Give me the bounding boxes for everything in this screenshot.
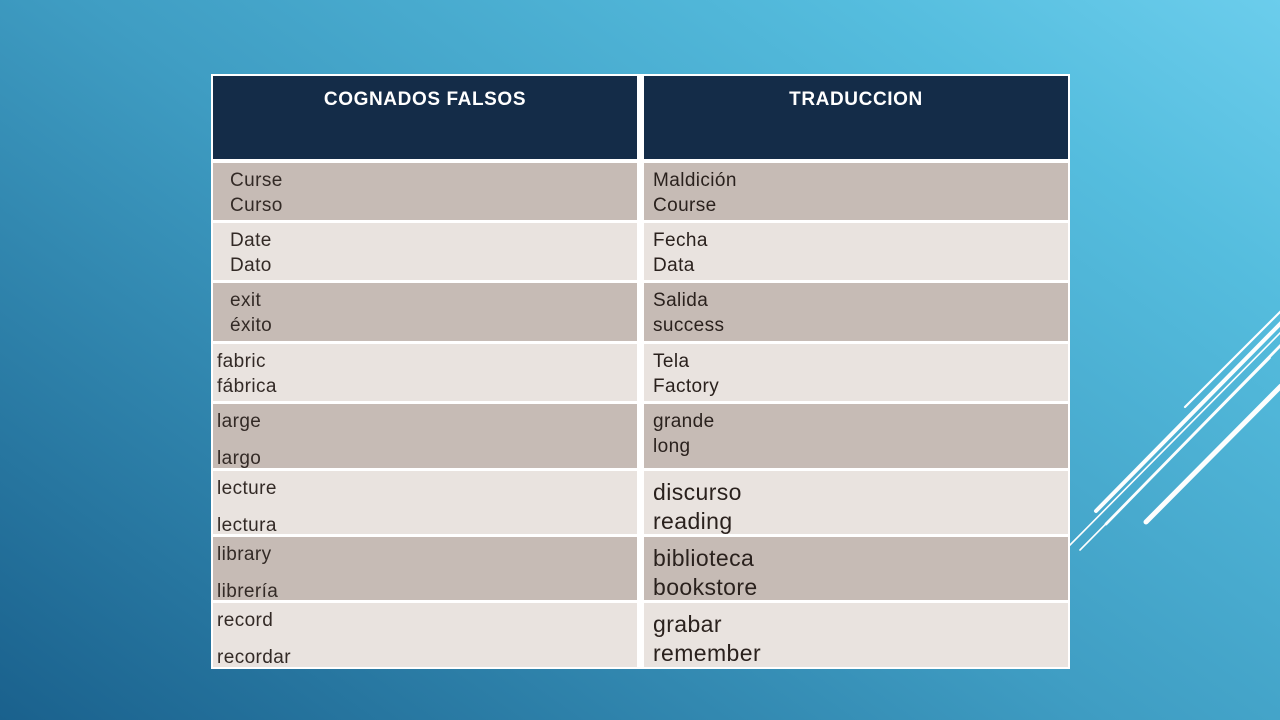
- table-row: [213, 344, 1068, 401]
- cell-line: Fecha: [653, 230, 708, 251]
- cell-line: Course: [653, 195, 717, 216]
- cell-line: Tela: [653, 351, 690, 372]
- cell-line: éxito: [230, 315, 273, 336]
- accent-line: [1096, 323, 1280, 511]
- cell-line: biblioteca: [653, 545, 755, 571]
- cognates-table: [211, 74, 1070, 669]
- cell-line: exit: [230, 290, 262, 311]
- cell-line: Salida: [653, 290, 709, 311]
- cell-false-cognate: [213, 404, 637, 471]
- accent-line: [1080, 358, 1270, 550]
- cell-translation: [644, 603, 1068, 668]
- table-row: [213, 163, 1068, 220]
- cell-translation: [644, 537, 1068, 602]
- cell-line: grabar: [653, 611, 722, 637]
- cell-translation: [644, 223, 1068, 278]
- cell-translation: [644, 283, 1068, 338]
- table-row: [213, 404, 1068, 468]
- table-row: [213, 223, 1068, 280]
- table-row: [213, 471, 1068, 534]
- cell-translation: [644, 163, 1068, 218]
- header-cell-cognados-falsos: [213, 76, 637, 159]
- cell-line: Curso: [230, 195, 283, 216]
- accent-line: [1146, 386, 1280, 522]
- table-header-row: [213, 76, 1068, 159]
- cell-false-cognate: [213, 537, 637, 604]
- cell-line: Factory: [653, 376, 720, 397]
- cell-line: grande: [653, 411, 715, 432]
- accent-line: [1185, 311, 1280, 407]
- cell-line: lectura: [217, 515, 277, 536]
- cell-line: bookstore: [653, 574, 758, 600]
- cell-line: fábrica: [217, 376, 277, 397]
- cell-false-cognate: [213, 344, 637, 399]
- cell-line: large: [217, 411, 262, 432]
- cell-translation: [644, 344, 1068, 399]
- accent-line: [1106, 345, 1280, 524]
- table-row: [213, 283, 1068, 341]
- cell-false-cognate: [213, 223, 637, 278]
- header-cell-traduccion: [644, 76, 1068, 159]
- cell-line: lecture: [217, 478, 277, 499]
- cell-line: reading: [653, 508, 733, 534]
- header-label: COGNADOS FALSOS: [323, 89, 527, 110]
- cell-false-cognate: [213, 283, 637, 338]
- cell-false-cognate: [213, 471, 637, 538]
- cell-translation: [644, 404, 1068, 459]
- cell-line: library: [217, 544, 272, 565]
- cell-line: discurso: [653, 479, 742, 505]
- cell-line: Data: [653, 255, 695, 276]
- accent-line: [1068, 332, 1280, 547]
- cell-line: fabric: [217, 351, 266, 372]
- cell-line: record: [217, 610, 274, 631]
- table-row: [213, 603, 1068, 667]
- cell-line: Curse: [230, 170, 283, 191]
- header-label: TRADUCCION: [789, 89, 923, 110]
- cell-line: librería: [217, 581, 279, 602]
- cell-line: largo: [217, 448, 262, 469]
- cell-line: long: [653, 436, 691, 457]
- cell-false-cognate: [213, 163, 637, 218]
- cell-line: recordar: [217, 647, 291, 668]
- table-row: [213, 537, 1068, 600]
- cell-line: Date: [230, 230, 272, 251]
- cell-line: Dato: [230, 255, 272, 276]
- cell-translation: [644, 471, 1068, 536]
- cell-false-cognate: [213, 603, 637, 670]
- cell-line: Maldición: [653, 170, 737, 191]
- cell-line: success: [653, 315, 725, 336]
- cell-line: remember: [653, 640, 762, 666]
